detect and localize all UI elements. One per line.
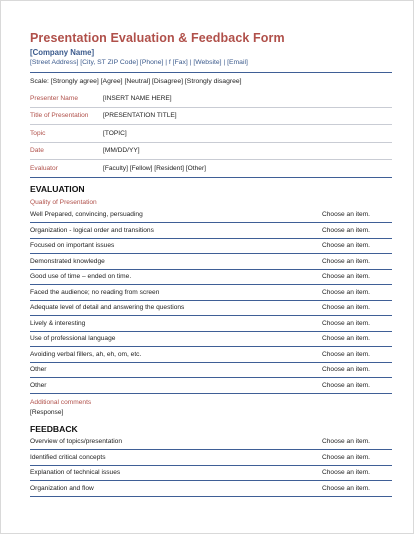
table-row [30,223,392,239]
info-label: Title of Presentation [30,112,89,120]
table-row [30,208,392,224]
criterion-label: Avoiding verbal fillers, ah, eh, om, etc. [30,350,142,358]
criterion-label: Demonstrated knowledge [30,257,105,265]
header-divider [30,72,392,73]
choose-item-dropdown[interactable]: Choose an item. [322,438,371,446]
table-row [30,481,392,497]
table-row [30,332,392,348]
criterion-label: Explanation of technical issues [30,469,121,477]
info-value[interactable]: [TOPIC] [103,129,127,137]
table-row [30,316,392,332]
contact-line[interactable]: [Street Address] [City, ST ZIP Code] [Phone] | f [Fax] | [Website] | [Email] [30,59,248,66]
choose-item-dropdown[interactable]: Choose an item. [322,304,371,312]
feedback-table [30,435,392,497]
table-row [30,270,392,286]
criterion-label: Organization - logical order and transitions [30,226,154,234]
choose-item-dropdown[interactable]: Choose an item. [322,453,371,461]
table-row [30,347,392,363]
info-row-date [30,143,392,161]
criterion-label: Focused on important issues [30,242,115,250]
quality-subheading: Quality of Presentation [30,198,97,206]
table-row [30,435,392,451]
table-row [30,301,392,317]
choose-item-dropdown[interactable]: Choose an item. [322,484,371,492]
additional-comments-label: Additional comments [30,398,92,406]
choose-item-dropdown[interactable]: Choose an item. [322,242,371,250]
criterion-label: Organization and flow [30,484,94,492]
evaluation-table [30,208,392,394]
criterion-label: Overview of topics/presentation [30,438,122,446]
choose-item-dropdown[interactable]: Choose an item. [322,381,371,389]
presenter-info-table [30,90,392,178]
info-row-topic [30,125,392,143]
info-label: Topic [30,129,46,137]
choose-item-dropdown[interactable]: Choose an item. [322,335,371,343]
info-row-presenter [30,90,392,108]
company-name[interactable]: [Company Name] [30,48,95,57]
info-label: Evaluator [30,164,58,172]
info-value[interactable]: [PRESENTATION TITLE] [103,112,177,120]
info-row-evaluator [30,160,392,178]
info-label: Date [30,147,44,155]
feedback-heading: FEEDBACK [30,423,78,434]
criterion-label: Identified critical concepts [30,453,106,461]
choose-item-dropdown[interactable]: Choose an item. [322,211,371,219]
choose-item-dropdown[interactable]: Choose an item. [322,469,371,477]
table-row [30,254,392,270]
choose-item-dropdown[interactable]: Choose an item. [322,319,371,327]
criterion-label: Well Prepared, convincing, persuading [30,211,143,219]
info-value[interactable]: [Faculty] [Fellow] [Resident] [Other] [103,164,206,172]
table-row [30,378,392,394]
criterion-label: Other [30,381,47,389]
choose-item-dropdown[interactable]: Choose an item. [322,226,371,234]
criterion-label: Faced the audience; no reading from screen [30,288,160,296]
choose-item-dropdown[interactable]: Choose an item. [322,350,371,358]
info-label: Presenter Name [30,94,79,102]
criterion-label: Use of professional language [30,335,116,343]
evaluation-heading: EVALUATION [30,183,85,194]
info-row-title [30,108,392,126]
choose-item-dropdown[interactable]: Choose an item. [322,273,371,281]
info-value[interactable]: [INSERT NAME HERE] [103,94,172,102]
form-body [30,31,392,497]
form-title: Presentation Evaluation & Feedback Form [30,31,285,45]
table-row [30,363,392,379]
choose-item-dropdown[interactable]: Choose an item. [322,366,371,374]
table-row [30,239,392,255]
criterion-label: Other [30,366,47,374]
scale-line: Scale: [Strongly agree] [Agree] [Neutral] [Disagree] [Strongly disagree] [30,78,242,85]
response-field[interactable]: [Response] [30,408,64,416]
criterion-label: Lively & interesting [30,319,86,327]
criterion-label: Good use of time – ended on time. [30,273,132,281]
table-row [30,466,392,482]
criterion-label: Adequate level of detail and answering the questions [30,304,185,312]
info-value[interactable]: [MM/DD/YY] [103,147,140,155]
choose-item-dropdown[interactable]: Choose an item. [322,288,371,296]
choose-item-dropdown[interactable]: Choose an item. [322,257,371,265]
table-row [30,450,392,466]
table-row [30,285,392,301]
